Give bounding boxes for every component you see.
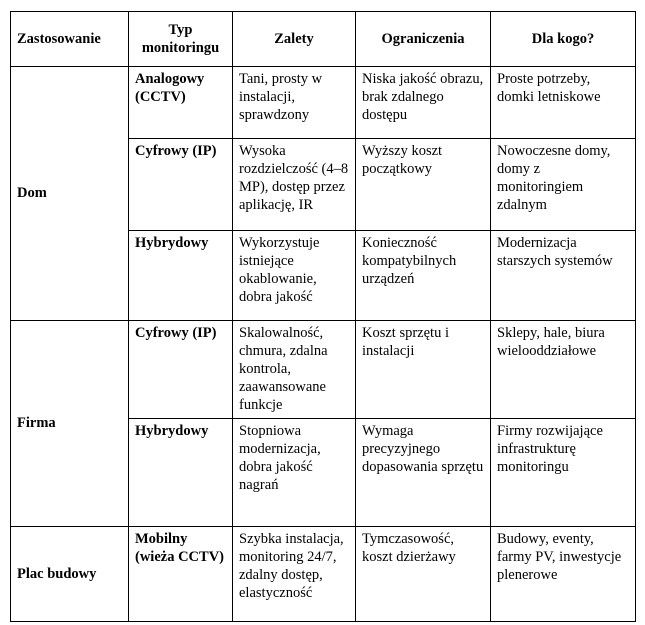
group-dom: Dom [11, 67, 129, 321]
header-for-whom: Dla kogo? [491, 12, 636, 67]
table-row [11, 67, 636, 139]
header-application: Zastosowanie [11, 12, 129, 67]
advantages-cell: Tani, prosty w instalacji, sprawdzony [233, 67, 356, 139]
header-limitations: Ograniczenia [356, 12, 491, 67]
limitations-cell: Konieczność kompatybilnych urządzeń [356, 231, 491, 321]
for-whom-cell: Budowy, eventy, farmy PV, inwestycje plenerowe [491, 527, 636, 622]
type-cell: Mobilny (wieża CCTV) [129, 527, 233, 622]
for-whom-cell: Modernizacja starszych systemów [491, 231, 636, 321]
monitoring-comparison-table [10, 11, 636, 622]
group-firma: Firma [11, 321, 129, 527]
type-cell: Hybrydowy [129, 419, 233, 527]
advantages-cell: Stopniowa modernizacja, dobra jakość nagrań [233, 419, 356, 527]
type-cell: Cyfrowy (IP) [129, 139, 233, 231]
advantages-cell: Wykorzystuje istniejące okablowanie, dobra jakość [233, 231, 356, 321]
for-whom-cell: Proste potrzeby, domki letniskowe [491, 67, 636, 139]
header-row [11, 12, 636, 67]
group-plac-budowy: Plac budowy [11, 527, 129, 622]
advantages-cell: Szybka instalacja, monitoring 24/7, zdalny dostęp, elastyczność [233, 527, 356, 622]
table-row [11, 527, 636, 622]
for-whom-cell: Nowoczesne domy, domy z monitoringiem zdalnym [491, 139, 636, 231]
limitations-cell: Niska jakość obrazu, brak zdalnego dostępu [356, 67, 491, 139]
table-header [11, 12, 636, 67]
limitations-cell: Koszt sprzętu i instalacji [356, 321, 491, 419]
header-monitoring-type: Typ monitoringu [129, 12, 233, 67]
header-advantages: Zalety [233, 12, 356, 67]
for-whom-cell: Sklepy, hale, biura wielooddziałowe [491, 321, 636, 419]
limitations-cell: Wyższy koszt początkowy [356, 139, 491, 231]
table-body [11, 67, 636, 622]
for-whom-cell: Firmy rozwijające infrastrukturę monitoringu [491, 419, 636, 527]
limitations-cell: Wymaga precyzyjnego dopasowania sprzętu [356, 419, 491, 527]
table-row [11, 321, 636, 419]
limitations-cell: Tymczasowość, koszt dzierżawy [356, 527, 491, 622]
advantages-cell: Skalowalność, chmura, zdalna kontrola, zaawansowane funkcje [233, 321, 356, 419]
type-cell: Analogowy (CCTV) [129, 67, 233, 139]
type-cell: Cyfrowy (IP) [129, 321, 233, 419]
advantages-cell: Wysoka rozdzielczość (4–8 MP), dostęp przez aplikację, IR [233, 139, 356, 231]
type-cell: Hybrydowy [129, 231, 233, 321]
